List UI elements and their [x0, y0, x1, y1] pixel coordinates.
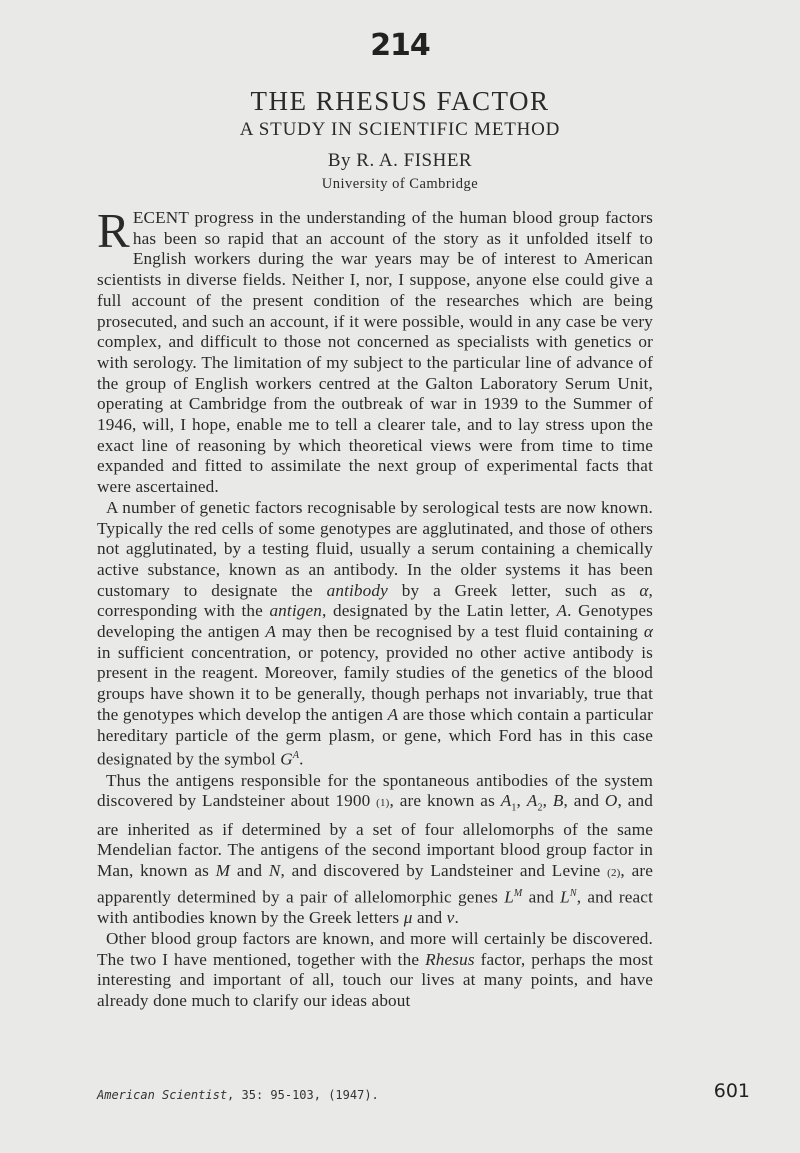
citation-ref-1: (1): [376, 797, 390, 810]
footer-page-number: 601: [713, 1080, 750, 1102]
paragraph-3: Thus the antigens responsible for the spontaneous antibodies of the system discovered by Landsteiner about 1900 (1), are known as $A_1$, $A_2$, B, and O, and are inherited as if determined by a set of four allelomorphs of the same Mendelian factor. The antigens of the second important blood group factor in Man, known as M and N, and discovered by Landsteiner and Levine (2), are apparently determined by a pair of allelomorphic genes $L^M$ and $L^N$, and react with antibodies known by the Greek letters μ and ν.: [97, 770, 653, 928]
journal-citation: American Scientist, 35: 95-103, (1947).: [97, 1088, 379, 1102]
paragraph-2: A number of genetic factors recognisable by serological tests are now known. Typically the red cells of some genotypes are agglutinated, and those of others not agglutinated, by a testing fluid, usually a serum containing a chemically active substance, known as an antibody. In the older systems it has been customary to designate the antibody by a Greek letter, such as α, corresponding with the antigen, designated by the Latin letter, A. Genotypes developing the antigen A may then be recognised by a test fluid containing α in sufficient concentration, or potency, provided no other active antibody is present in the reagent. Moreover, family studies of the genetics of the blood groups have shown it to be generally, though perhaps not invariably, true that the genotypes which develop the antigen A are those which contain a particular hereditary particle of the germ plasm, or gene, which Ford has in this case designated by the symbol $G^A$.: [97, 497, 653, 770]
page-number: 214: [370, 28, 430, 63]
author-affiliation: University of Cambridge: [321, 176, 479, 192]
article-subtitle: A STUDY IN SCIENTIFIC METHOD: [239, 119, 561, 140]
paragraph-4: Other blood group factors are known, and more will certainly be discovered. The two I have mentioned, together with the Rhesus factor, perhaps the most interesting and important of all, touch our lives at many points, and have already done much to clarify our ideas about: [97, 928, 654, 1010]
author-byline: By R. A. FISHER: [327, 150, 473, 171]
citation-ref-2: (2): [607, 866, 621, 879]
drop-cap: R: [97, 203, 130, 258]
article-body: [97, 203, 654, 1012]
article-title: THE RHESUS FACTOR: [250, 86, 550, 116]
paragraph-1: RECENT progress in the understanding of the human blood group factors has been so rapid that an account of the story as it unfolded itself to English workers during the war years may be of interest to American scientists in diverse fields. Neither I, nor, I suppose, anyone else could give a full account of the present condition of the researches which are being prosecuted, and such an account, if it were possible, would in any case be very complex, and difficult to those not concerned as specialists with genetics or with serology. The limitation of my subject to the particular line of advance of the group of English workers centred at the Galton Laboratory Serum Unit, operating at Cambridge from the outbreak of war in 1939 to the Summer of 1946, will, I hope, enable me to tell a clearer tale, and to lay stress upon the exact line of reasoning by which theoretical views were from time to time expanded and fitted to assimilate the next group of experimental facts that were ascertained.: [97, 203, 653, 497]
